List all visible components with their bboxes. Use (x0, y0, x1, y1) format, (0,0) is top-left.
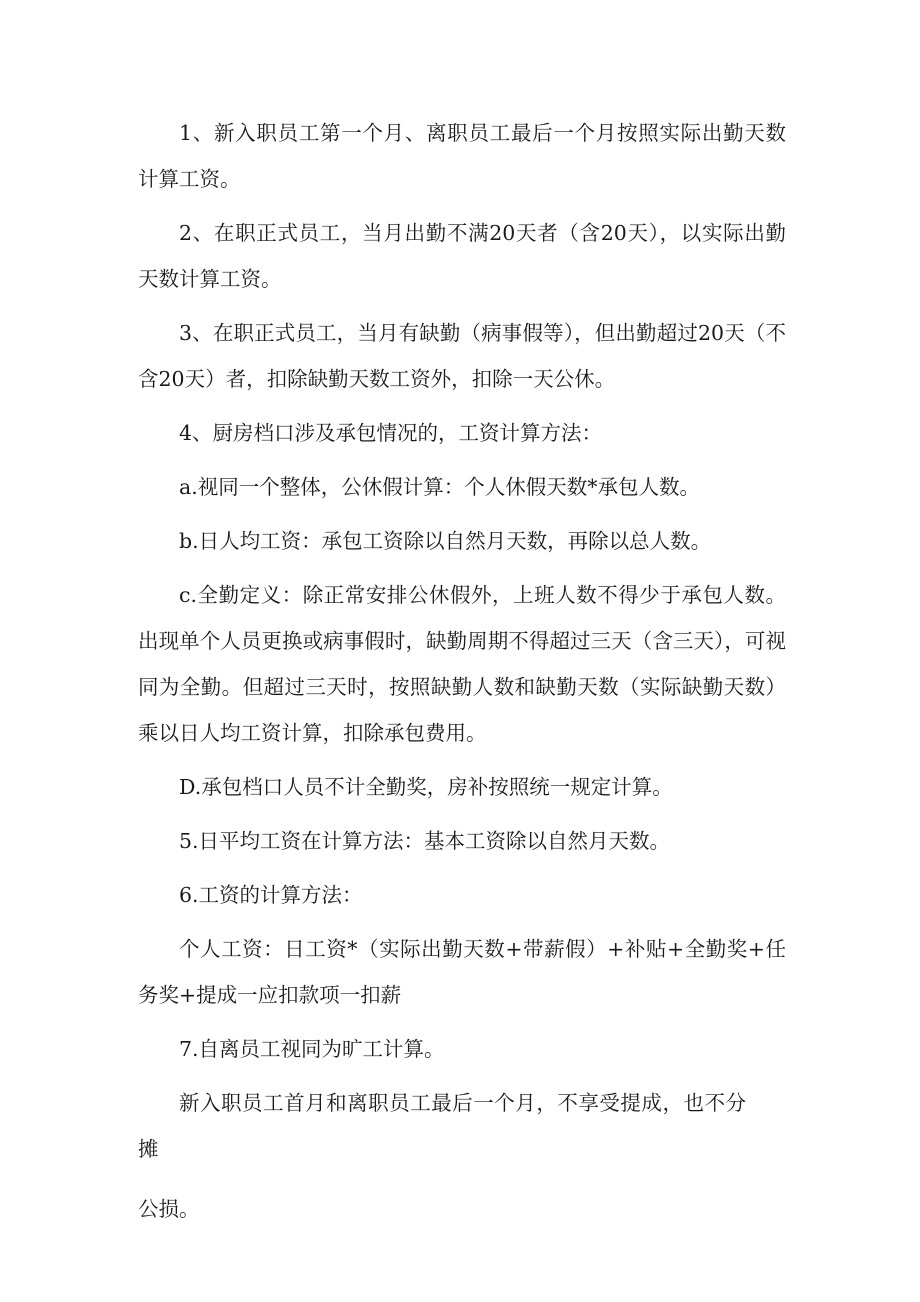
document-body (138, 110, 786, 1232)
paragraph-rule-4b: b.日人均工资：承包工资除以自然月天数，再除以总人数。 (179, 529, 712, 553)
paragraph-rule-2: 2、在职正式员工，当月出勤不满20天者（含20天），以实际出勤天数计算工资。 (138, 221, 786, 291)
paragraph-new-hire-note: 新入职员工首月和离职员工最后一个月，不享受提成，也不分摊 (138, 1091, 746, 1161)
paragraph-rule-4: 4、厨房档口涉及承包情况的，工资计算方法： (179, 421, 603, 445)
paragraph-rule-4c: c.全勤定义：除正常安排公休假外，上班人数不得少于承包人数。出现单个人员更换或病事假时，缺勤周期不得超过三天（含三天），可视同为全勤。但超过三天时，按照缺勤人数和缺勤天数（实际缺勤天数）乘以日人均工资计算，扣除承包费用。 (138, 583, 786, 745)
paragraph-rule-7: 7.自离员工视同为旷工计算。 (179, 1037, 445, 1061)
paragraph-rule-1: 1、新入职员工第一个月、离职员工最后一个月按照实际出勤天数计算工资。 (138, 121, 786, 191)
paragraph-new-hire-note-end: 公损。 (138, 1197, 200, 1221)
paragraph-rule-3: 3、在职正式员工，当月有缺勤（病事假等），但出勤超过20天（不含20天）者，扣除缺勤天数工资外，扣除一天公休。 (138, 321, 786, 391)
paragraph-rule-6: 6.工资的计算方法： (179, 883, 363, 907)
paragraph-rule-4a: a.视同一个整体，公休假计算：个人休假天数*承包人数。 (179, 475, 700, 499)
paragraph-salary-formula: 个人工资：日工资*（实际出勤天数+带薪假）+补贴+全勤奖+任务奖+提成一应扣款项一扣薪 (138, 937, 786, 1007)
paragraph-rule-5: 5.日平均工资在计算方法：基本工资除以自然月天数。 (179, 829, 671, 853)
paragraph-rule-4d: D.承包档口人员不计全勤奖，房补按照统一规定计算。 (179, 775, 673, 799)
